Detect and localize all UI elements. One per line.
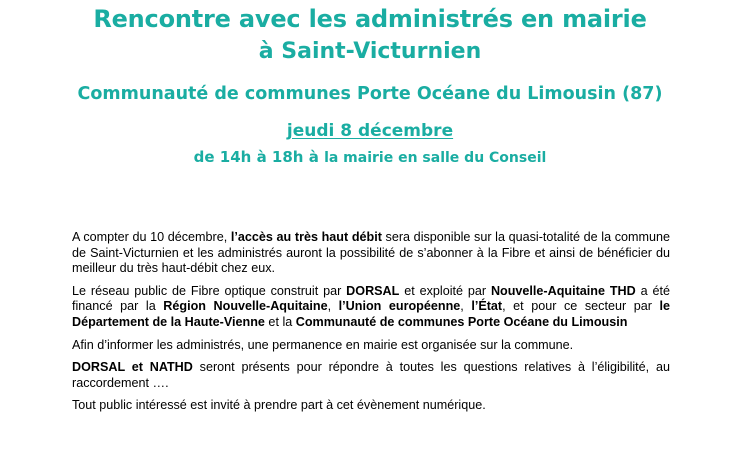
p2-text-e: a été financé par la	[72, 283, 670, 314]
p1-bold-b: l’accès au très haut débit	[230, 230, 382, 244]
p2-bold-j: l’État	[471, 299, 503, 314]
p2-text-c: et exploité par	[399, 283, 491, 298]
title-line-1: Rencontre avec les administrés en mairie	[93, 5, 647, 33]
p2-text-m: et la	[264, 314, 296, 329]
p2-text-i: ,	[460, 299, 472, 314]
subtitle: Communauté de communes Porte Océane du Limousin (87)	[77, 84, 663, 104]
paragraph-5: Tout public intéressé est invité à prendre part à cet évènement numérique.	[72, 398, 486, 413]
event-date: jeudi 8 décembre	[286, 121, 454, 141]
p2-bold-f: Région Nouvelle-Aquitaine	[163, 299, 328, 314]
event-hours-bold: de 14h à 18h à	[193, 148, 319, 166]
p2-text-g: ,	[327, 299, 339, 314]
p4-text-b: seront présents pour répondre à toutes les questions relatives à l’éligibilité, au raccordement ….	[72, 360, 670, 390]
paragraph-4	[72, 360, 670, 391]
p1-text-c: sera disponible sur la quasi-totalité de la commune de Saint-Victurnien et les administrés auront la possibilité de s’abonner à la Fibre et ainsi de bénéficier du meilleur du très haut-débit chez eux.	[72, 230, 671, 276]
body-text	[72, 230, 670, 421]
p2-bold-n: Communauté de communes Porte Océane du Limousin	[295, 314, 628, 329]
paragraph-1	[72, 230, 670, 277]
p4-bold-a: DORSAL et NATHD	[72, 360, 193, 375]
title-line-2: à Saint-Victurnien	[258, 39, 482, 64]
p2-text-k: , et pour ce secteur par	[502, 299, 660, 314]
p2-bold-d: Nouvelle-Aquitaine THD	[490, 283, 636, 298]
paragraph-3: Afin d’informer les administrés, une permanence en mairie est organisée sur la commune.	[72, 337, 574, 352]
paragraph-2	[72, 284, 670, 331]
p2-bold-l: le Département de la Haute-Vienne	[72, 299, 670, 329]
event-location: la mairie en salle du Conseil	[324, 150, 547, 166]
p2-text-a: Le réseau public de Fibre optique construit par	[72, 283, 347, 298]
event-hours	[0, 146, 740, 169]
p2-bold-b: DORSAL	[346, 283, 400, 298]
p2-bold-h: l’Union européenne	[338, 299, 461, 314]
p1-text-a: A compter du 10 décembre,	[72, 230, 231, 244]
